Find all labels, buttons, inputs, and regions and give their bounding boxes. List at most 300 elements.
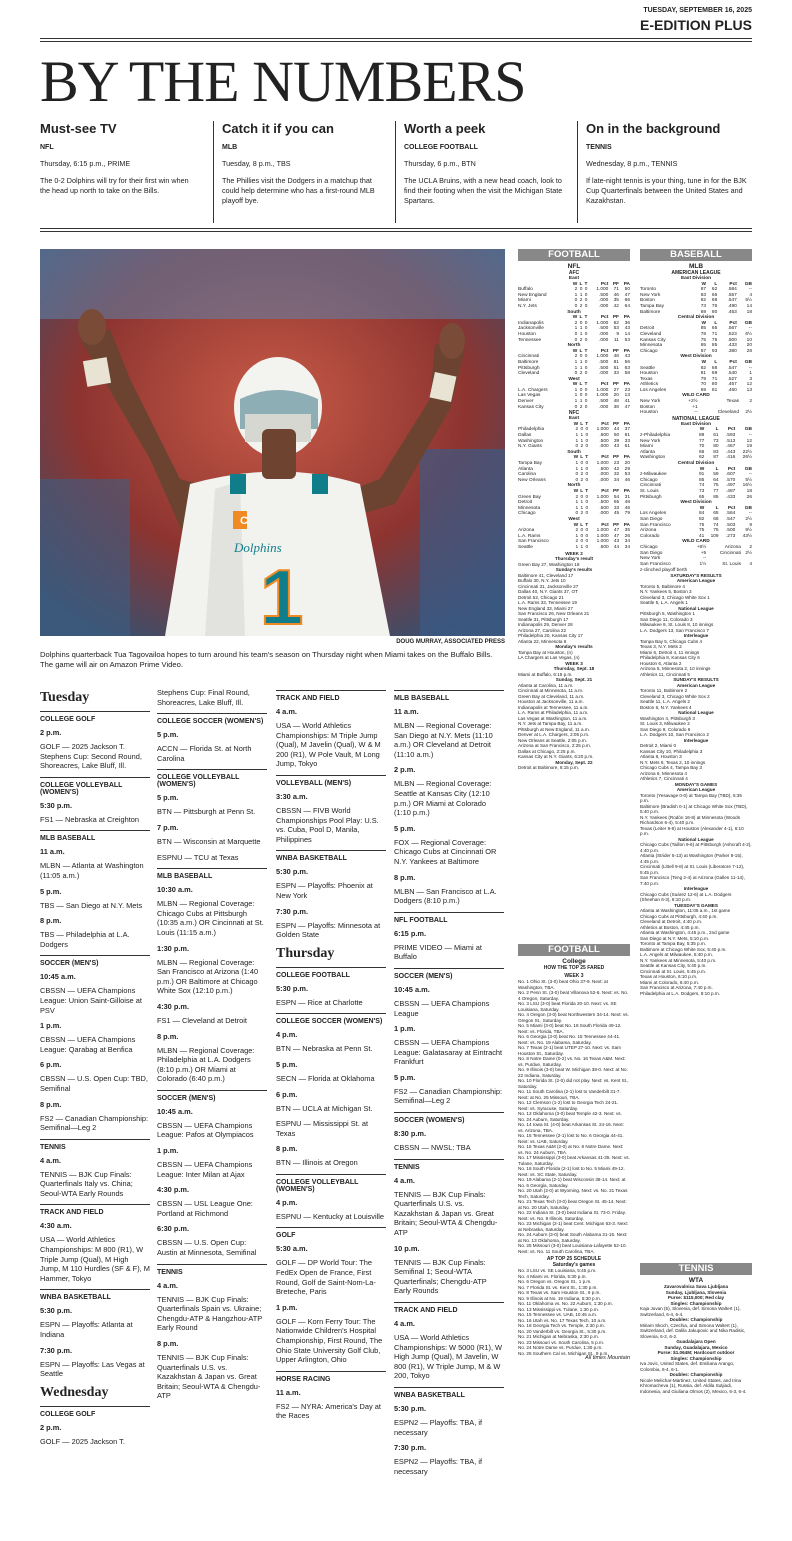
- team-name: N.Y. Jets: [518, 303, 537, 309]
- teaser-heading: On in the background: [586, 121, 721, 136]
- listing-entry: CBSSN — UEFA Champions League: Galatasaray at Eintracht Frankfurt: [394, 1038, 503, 1067]
- stat-cell: 6½: [745, 331, 752, 337]
- stat-cell: 82: [700, 298, 707, 304]
- stat-cell: 0: [584, 404, 588, 410]
- sport-heading: SOCCER (WOMEN'S): [394, 1112, 504, 1124]
- stat-cell: .500: [598, 326, 609, 332]
- stat-cell: 2: [580, 472, 584, 478]
- stat-cell: 1.000: [596, 461, 609, 466]
- stat-cell: 74: [698, 483, 705, 489]
- column-header: GB: [744, 359, 752, 365]
- column-header: Pct: [601, 522, 609, 528]
- stat-cell: 61: [713, 433, 719, 439]
- sport-heading: VOLLEYBALL (MEN'S): [276, 775, 386, 787]
- result-line: Kaja Juvan (5), Slovenia, def. Simona Waltert (1), Switzerland, 6-4, 6-4.: [640, 1306, 741, 1317]
- stat-cell: 41: [698, 533, 705, 539]
- result-line: No. 12 Clemson (1-2) lost to Georgia Tech 24-21. Next: vs. Syracuse, Saturday.: [518, 1100, 619, 1111]
- listing-entry: ESPN — Playoffs: Minnesota at Golden State: [276, 920, 381, 940]
- tv-listings-column: [40, 688, 150, 1452]
- stat-cell: 83: [713, 449, 719, 455]
- column-header: L: [580, 455, 584, 461]
- stat-cell: 2: [575, 494, 579, 500]
- team-name: Atlanta: [640, 449, 655, 455]
- result-line: No. 10 Florida St. (2-0) did not play. Next: vs. Kent St., Saturday.: [518, 1078, 629, 1089]
- column-header: W: [701, 281, 707, 287]
- result-line: Indianapolis at Tennessee, 11 a.m.: [518, 704, 589, 710]
- listing-time: 5 p.m.: [394, 1072, 416, 1082]
- column-header: W: [572, 348, 578, 354]
- division-name: East Division: [680, 276, 712, 281]
- stat-cell: 42: [613, 466, 620, 472]
- column-header: GB: [744, 320, 752, 326]
- team-name: Chicago: [640, 348, 658, 354]
- stat-cell: 54: [613, 494, 620, 500]
- result-line: Toronto at Tampa Bay, 5:35 p.m.: [640, 941, 706, 947]
- result-line: Miami 6, Detroit 4, 11 innings: [640, 649, 700, 655]
- stat-cell: 1.000: [596, 494, 609, 500]
- team-name: Philadelphia: [518, 427, 545, 433]
- stat-cell: 3: [749, 376, 752, 382]
- result-heading: Sunday, Sept. 21: [555, 677, 593, 682]
- stat-cell: 14: [624, 331, 630, 337]
- listing-entry: GOLF — DP World Tour: The FedEx Open de France, First Round, Golf de Saint-Nom-La-Breteche, Paris: [276, 1258, 376, 1297]
- listing-entry: CBSSN — UEFA Champions League: Inter Milan at Ajax: [157, 1160, 253, 1179]
- column-header: T: [584, 348, 588, 354]
- result-line: Washington 4, Pittsburgh 3: [640, 715, 695, 721]
- stat-cell: 79: [624, 511, 630, 517]
- listing-entry: MLBN — Regional Coverage: Chicago Cubs at Pittsburgh (10:35 a.m.) OR Cincinnati at St. Louis (11:15 a.m.): [157, 899, 264, 937]
- stat-cell: .547: [725, 516, 736, 522]
- team-name: Washington: [518, 438, 544, 444]
- column-header: L: [715, 427, 719, 433]
- team-name: Arizona: [518, 528, 535, 534]
- result-line: Cleveland 3, Chicago White Sox 2: [640, 693, 710, 699]
- column-header: PF: [613, 455, 620, 461]
- result-line: Dallas at Chicago, 2:25 p.m.: [518, 748, 576, 754]
- result-line: No. 3 LSU (3-0) beat Florida 20-10. Next: vs. SE Louisiana, Saturday.: [518, 1001, 617, 1012]
- stat-cell: 1: [580, 466, 584, 472]
- team-name: Kansas City: [518, 404, 544, 410]
- stat-cell: 39: [613, 438, 620, 444]
- stat-cell: 0: [584, 399, 588, 405]
- stat-cell: 0: [580, 461, 584, 466]
- result-heading: Monday, Sept. 22: [555, 759, 593, 765]
- wildcard-cell: --: [703, 556, 707, 562]
- result-line: Chicago Cubs (Taillon 9-6) at Pittsburgh (Ashcraft 4-2), 4:40 p.m.: [640, 842, 752, 853]
- team-name: Kansas City: [640, 337, 666, 343]
- stat-cell: 14: [746, 303, 752, 309]
- result-line: No. 16 Utah vs. No. 17 Texas Tech, 10 a.m.: [518, 1317, 607, 1323]
- result-line: Toronto (Yesavage 0-0) at Tampa Bay (TBD), 5:35 p.m.: [640, 792, 742, 804]
- listing-entry: GOLF — Korn Ferry Tour: The Nationwide Children's Hospital Championship, First Round, The Ohio State University Golf Club, Upper Arlington, Ohio: [276, 1316, 383, 1365]
- wildcard-cell: 2½: [745, 550, 752, 556]
- listing-entry: CBSSN — UEFA Champions League: [394, 998, 490, 1018]
- teaser-worth-a-peek: [404, 121, 569, 206]
- college-sub: HOW THE TOP 25 FARED: [543, 965, 605, 971]
- result-line: New Orleans at Seattle, 2:05 p.m.: [518, 737, 587, 743]
- stat-cell: 89: [698, 433, 705, 439]
- result-line: No. 23 Michigan (2-1) beat Cent. Michigan 63-3. Next: at Nebraska, Saturday.: [518, 1221, 629, 1232]
- stat-cell: 0: [579, 393, 583, 399]
- column-header: W: [699, 427, 705, 433]
- stat-cell: 109: [710, 533, 719, 539]
- divider: [395, 121, 396, 223]
- stat-cell: 81: [711, 387, 718, 393]
- result-line: No. 20 Vanderbilt vs. Georgia St., 5:30 p.m.: [518, 1328, 607, 1334]
- result-line: Chicago Cubs 4, Tampa Bay 3: [640, 765, 702, 771]
- result-line: N.Y. Yankees 5, Boston 3: [640, 589, 692, 595]
- column-header: Pct: [600, 281, 609, 287]
- team-name: Cincinnati: [640, 483, 662, 489]
- listing-time: 1 p.m.: [157, 1146, 179, 1156]
- result-line: Cincinnati at Minnesota, 11 a.m.: [518, 688, 584, 693]
- listing-time: 10:45 a.m.: [394, 984, 430, 994]
- column-header: L: [579, 315, 583, 321]
- photo-caption: Dolphins quarterback Tua Tagovailoa hopes to turn around his team's season on Thursday night when Miami takes on the Buffalo Bills. The game will air on Amazon Prime Video.: [40, 650, 493, 669]
- column-header: PA: [623, 455, 630, 461]
- result-line: No. 2 Penn St. (3-0) beat Villanova 52-6. Next: vs. No. 4 Oregon, Saturday.: [518, 990, 629, 1001]
- stat-cell: 66: [698, 449, 705, 455]
- listing-entry: TBS — Philadelphia at L.A. Dodgers: [40, 930, 130, 949]
- column-header: W: [572, 382, 578, 388]
- stat-cell: .500: [727, 337, 737, 343]
- column-header: L: [580, 488, 584, 494]
- result-heading: National League: [678, 605, 714, 611]
- result-line: Cincinnati 31, Jacksonville 27: [518, 583, 579, 589]
- stat-cell: 43: [624, 354, 630, 360]
- sport-heading: COLLEGE GOLF: [40, 711, 150, 723]
- sport-heading: WNBA BASKETBALL: [40, 1289, 150, 1301]
- stat-cell: 2: [575, 528, 579, 534]
- stat-cell: 0: [575, 472, 579, 478]
- listing-time: 5:30 p.m.: [276, 867, 309, 877]
- result-line: N.Y. Yankees (Rodón 16-8) at Minnesota (Woods Richardson 6-4), 5:40 p.m.: [640, 814, 741, 826]
- stat-cell: 0: [575, 444, 579, 450]
- result-line: L.A. Angels at Milwaukee, 5:40 p.m.: [640, 952, 714, 958]
- column-header: PF: [613, 421, 620, 427]
- column-header: PF: [612, 315, 619, 321]
- stat-cell: 16½: [742, 483, 752, 489]
- result-line: Green Bay at Cleveland, 11 a.m.: [518, 693, 585, 699]
- stat-cell: 81: [700, 371, 707, 377]
- listing-time: 4 p.m.: [276, 1030, 298, 1040]
- listing-entry: TENNIS — BJK Cup Finals: Quarterfinals Spain vs. Ukraine; Chengdu-ATP & Hangzhou-ATP Early Round: [157, 1294, 263, 1333]
- college-title: College: [562, 958, 586, 965]
- teaser-row: [40, 121, 752, 223]
- photo-credit: DOUG MURRAY, ASSOCIATED PRESS: [396, 639, 505, 645]
- team-name: Seattle: [640, 365, 655, 371]
- listing-entry: GOLF — 2025 Jackson T. Stephens Cup: Second Round, Shoreacres, Lake Bluff, Ill.: [40, 742, 142, 771]
- listing-entry: TENNIS — BJK Cup Finals: Quarterfinals Italy vs. China; Seoul-WTA Early Rounds: [40, 1169, 133, 1198]
- stat-cell: 70: [698, 444, 705, 450]
- result-line: San Francisco at Arizona, 7:40 p.m.: [640, 985, 713, 991]
- division-name: Central Division: [677, 461, 715, 466]
- sport-heading: SOCCER (MEN'S): [157, 1090, 267, 1102]
- team-name: Detroit: [518, 500, 533, 506]
- result-line: Philadelphia 8, Kansas City 6: [640, 655, 700, 661]
- team-name: Tampa Bay: [640, 303, 664, 309]
- sport-heading: SOCCER (MEN'S): [394, 968, 504, 980]
- team-name: Texas: [640, 376, 653, 382]
- division-name: South: [567, 449, 581, 455]
- team-name: Baltimore: [518, 359, 539, 365]
- result-line: Miriam Skoch, Czechia, and Simona Waltert (1), Switzerland, def. Dalila Jakupovic and Nika Radisic, Slovenia, 6-2, 6-2.: [640, 1322, 746, 1339]
- listing-time: 8 p.m.: [394, 872, 416, 882]
- result-line: Boston 6, N.Y. Yankees 4: [640, 704, 692, 710]
- listing-entry: BTN — UCLA at Michigan St.: [276, 1103, 373, 1113]
- stat-cell: 29: [624, 466, 630, 472]
- result-line: Texas (Leiter 9-8) at Houston (Alexander 4-1), 6:10 p.m.: [640, 825, 744, 837]
- result-heading: WEEK 3: [565, 660, 583, 666]
- stat-cell: 65: [713, 511, 719, 517]
- stat-cell: .000: [599, 511, 609, 517]
- listing-entry: BTN — Illinois at Oregon: [276, 1158, 358, 1168]
- stat-cell: 27: [613, 387, 619, 393]
- team-name: Cincinnati: [518, 354, 540, 360]
- listing-time: 8 p.m.: [40, 916, 62, 926]
- stat-cell: 71: [711, 376, 718, 382]
- stat-cell: .433: [725, 494, 736, 500]
- teaser-must-see-tv: [40, 121, 198, 196]
- listing-time: 10:30 a.m.: [157, 885, 193, 895]
- result-heading: TUESDAY'S GAMES: [674, 902, 718, 908]
- team-name: Tennessee: [518, 337, 542, 343]
- tv-listings-column: [276, 688, 386, 1427]
- result-line: Green Bay 27, Washington 18: [518, 561, 580, 567]
- team-name: Indianapolis: [518, 320, 544, 326]
- stat-cell: 80: [713, 444, 719, 450]
- stat-cell: 0: [585, 511, 589, 517]
- stat-cell: 18: [746, 309, 752, 315]
- column-header: W: [699, 466, 705, 472]
- nfc-standings: [518, 416, 630, 550]
- stat-cell: 62: [613, 320, 619, 326]
- teaser-background: [586, 121, 752, 206]
- stat-cell: 0: [585, 494, 589, 500]
- team-name: Las Vegas: [518, 393, 541, 399]
- stat-cell: 1: [575, 505, 579, 511]
- column-header: T: [584, 315, 588, 321]
- stat-cell: 2: [580, 477, 584, 483]
- college-results: [518, 979, 630, 1254]
- result-line: No. 18 South Florida (2-1) lost to No. 5 Miami 49-12. Next: vs. SC State, Saturday.: [518, 1166, 625, 1177]
- listing-time: 8 p.m.: [40, 1099, 62, 1109]
- listing-time: 2 p.m.: [40, 728, 62, 737]
- result-line: No. 22 Indiana St. (3-0) beat Indiana St. 73-0. Friday. Next: vs. No. 9 Illinois, Saturday.: [518, 1210, 626, 1221]
- listing-time: 7:30 p.m.: [394, 1443, 427, 1453]
- result-heading: Thursday, Sept. 18: [553, 666, 595, 671]
- stat-cell: 1: [575, 461, 579, 466]
- wta-title: WTA: [688, 1277, 704, 1284]
- listing-time: 10 p.m.: [394, 1243, 420, 1253]
- stat-cell: 1.000: [596, 387, 609, 393]
- result-line: No. 9 Illinois (3-0) beat W. Michigan 38-0. Next: at No. 22 Indiana, Saturday.: [518, 1067, 628, 1078]
- result-line: No. 13 Mississippi vs. Tulane, 1:30 p.m.: [518, 1306, 599, 1312]
- result-line: Arizona 27, Carolina 22: [518, 627, 567, 633]
- sport-heading: WNBA BASKETBALL: [276, 850, 386, 862]
- jersey-wordmark: Dolphins: [234, 540, 282, 555]
- result-line: N.Y. Yankees at Minnesota, 5:40 p.m.: [640, 957, 717, 963]
- listing-entry: MLBN — Atlanta at Washington (11:05 a.m.): [40, 861, 144, 880]
- result-line: Tampa Bay 5, Chicago Cubs 4: [640, 638, 703, 644]
- team-name: Miami: [518, 298, 531, 304]
- wildcard-row: [640, 545, 752, 551]
- result-heading: WEEK 2: [565, 550, 583, 556]
- team-name: Athletics: [640, 382, 659, 388]
- column-header: L: [580, 421, 584, 427]
- wildcard-cell: 2: [749, 399, 752, 405]
- stat-cell: 2: [580, 444, 584, 450]
- stat-cell: 1: [580, 500, 584, 506]
- result-line: Detroit at Baltimore, 6:15 p.m.: [518, 765, 580, 770]
- column-header: L: [715, 466, 719, 472]
- stat-cell: 0: [584, 387, 588, 393]
- wildcard-cell: +1: [692, 404, 698, 410]
- result-line: Atlanta at Washington, 4:45 p.m., 2nd game: [640, 930, 730, 936]
- stat-cell: 73: [700, 303, 707, 309]
- listing-time: 4 a.m.: [157, 1280, 178, 1290]
- listing-time: 5:30 p.m.: [40, 800, 73, 810]
- listing-entry: FS1 — Cleveland at Detroit: [157, 1015, 247, 1025]
- stat-cell: 53: [624, 337, 630, 343]
- result-heading: Sunday's results: [555, 567, 593, 572]
- stat-cell: 62: [698, 455, 705, 461]
- division-name: East: [568, 416, 580, 422]
- stat-cell: 61: [624, 444, 630, 450]
- stat-cell: 48: [613, 354, 619, 360]
- stat-cell: 85: [713, 494, 719, 500]
- listing-entry: TENNIS — BJK Cup Finals: Quarterfinals U.S. vs. Kazakhstan & Japan vs. Great Britain; Seoul-WTA & Chengdu-ATP: [394, 1189, 498, 1238]
- stat-cell: 82: [700, 365, 707, 371]
- sport-heading: COLLEGE VOLLEYBALL (WOMEN'S): [276, 1174, 386, 1193]
- sport-heading: WNBA BASKETBALL: [394, 1387, 504, 1399]
- ap-title: AP TOP 25 SCHEDULE: [546, 1256, 602, 1262]
- result-line: No. 20 Utah (2-0) at Wyoming. Next: vs. No. 21 Texas Tech, Saturday.: [518, 1188, 628, 1199]
- result-line: No. 21 Texas Tech (3-0) beat Oregon St. 45-14. Next: at No. 20 Utah, Saturday.: [518, 1199, 627, 1210]
- listing-time: 6:15 p.m.: [394, 928, 427, 938]
- baseball-header: BASEBALL: [640, 249, 752, 261]
- listing-entry: SECN — Florida at Oklahoma: [276, 1073, 375, 1083]
- stat-cell: .487: [725, 488, 736, 494]
- sport-heading: TRACK AND FIELD: [276, 690, 386, 702]
- team-name: Houston: [518, 331, 536, 337]
- team-name: Dallas: [518, 433, 532, 439]
- stat-cell: 12: [746, 382, 752, 388]
- stat-cell: 0: [575, 511, 579, 517]
- stat-cell: 53: [624, 472, 630, 478]
- stat-cell: .000: [598, 331, 609, 337]
- stat-cell: 9: [749, 522, 752, 528]
- column-header: T: [585, 421, 589, 427]
- listing-time: 1 p.m.: [394, 1024, 416, 1034]
- team-name: New York: [640, 438, 661, 444]
- column-header: L: [715, 505, 719, 511]
- teaser-heading: Must-see TV: [40, 121, 117, 136]
- wildcard-table: [640, 393, 752, 415]
- stat-cell: 31: [624, 494, 630, 500]
- listing-entry: BTN — Nebraska at Penn St.: [276, 1044, 373, 1054]
- wildcard-cell: Texas: [726, 399, 740, 405]
- teaser-time: Thursday, 6:15 p.m., PRIME: [40, 159, 131, 168]
- stat-cell: 34: [624, 539, 630, 545]
- stat-cell: 0: [580, 539, 584, 545]
- result-line: Iva Jovic, United States, def. Emiliana Arango, Colombia, 6-4, 6-1.: [640, 1361, 735, 1372]
- team-name: Pittsburgh: [518, 365, 540, 371]
- listing-entry: MLBN — Regional Coverage: Philadelphia at L.A. Dodgers (8:10 p.m.) OR Miami at Colorado (6:40 p.m.): [157, 1045, 255, 1084]
- division-name: East Division: [680, 421, 712, 427]
- sport-heading: MLB BASEBALL: [394, 690, 504, 702]
- result-line: Arizona 6, Minnesota 4: [640, 770, 687, 776]
- listing-entry: ESPNU — Kentucky at Louisville: [276, 1211, 385, 1221]
- stat-cell: 0: [575, 477, 579, 483]
- result-heading: American League: [676, 682, 716, 688]
- stat-cell: 35: [624, 528, 630, 534]
- result-heading: SATURDAY'S RESULTS: [670, 572, 722, 578]
- stat-cell: 47: [624, 404, 630, 410]
- sport-heading: COLLEGE SOCCER (WOMEN'S): [276, 1013, 386, 1025]
- listing-entry: FS2 — NYRA: America's Day at the Races: [276, 1401, 381, 1421]
- stat-cell: 1: [575, 500, 579, 506]
- stat-cell: 0: [574, 331, 578, 337]
- column-header: Pct: [600, 348, 609, 354]
- listing-time: 6 p.m.: [40, 1060, 62, 1070]
- result-line: Denver at L.A. Chargers, 2:05 p.m.: [518, 732, 590, 737]
- mlb-title: MLB: [688, 263, 704, 270]
- stat-cell: 1: [579, 326, 583, 332]
- teaser-body: If late-night tennis is your thing, tune in for the BJK Cup Quarterfinals between the United States and Kazakhstan.: [586, 176, 747, 205]
- stat-cell: 1.000: [596, 539, 609, 545]
- result-line: L.A. Dodgers 13, San Francisco 7: [640, 627, 709, 633]
- stat-cell: 1: [574, 326, 578, 332]
- tv-listings-column: [157, 688, 267, 1407]
- stat-cell: 0: [585, 533, 589, 539]
- stat-cell: .460: [727, 387, 737, 393]
- stat-cell: 0: [584, 303, 588, 309]
- stat-cell: 5½: [745, 477, 752, 483]
- listing-time: 5 p.m.: [40, 886, 62, 896]
- sport-heading: COLLEGE VOLLEYBALL (WOMEN'S): [40, 777, 150, 796]
- stat-cell: 18: [746, 488, 752, 494]
- sport-heading: COLLEGE SOCCER (WOMEN'S): [157, 713, 267, 725]
- stat-cell: 0: [585, 477, 589, 483]
- result-heading: SUNDAY'S RESULTS: [673, 677, 719, 683]
- result-line: Atlanta 8, Houston 3: [640, 754, 682, 760]
- team-name: Baltimore: [640, 309, 661, 315]
- stat-cell: 66: [624, 298, 630, 304]
- team-name: z-Milwaukee: [640, 472, 667, 478]
- result-line: Cleveland 3, Chicago White Sox 1: [640, 594, 710, 600]
- column-header: GB: [744, 466, 752, 472]
- wildcard-cell: +8½: [696, 544, 707, 550]
- result-line: Texas 3, N.Y. Mets 2: [640, 644, 682, 650]
- listing-time: 4 p.m.: [276, 1197, 298, 1207]
- teaser-heading: Worth a peek: [404, 121, 486, 136]
- stat-cell: 0: [585, 505, 589, 511]
- stat-cell: 35: [613, 298, 619, 304]
- result-line: Chicago Cubs (Suárez 12-6) at L.A. Dodgers (Sheehan 6-3), 8:10 p.m.: [640, 891, 732, 903]
- wildcard-cell: Cincinnati: [719, 550, 741, 556]
- result-line: No. 1 Ohio St. (3-0) beat Ohio 37-9. Next: at Washington, TBA.: [518, 979, 608, 990]
- stat-cell: 2: [579, 298, 583, 304]
- stat-cell: 11: [614, 337, 619, 343]
- wildcard-cell: St. Louis: [722, 561, 741, 567]
- column-header: GB: [744, 427, 752, 433]
- wildcard-row: [640, 399, 752, 405]
- team-name: San Diego: [640, 516, 663, 522]
- wildcard-cell: New York: [640, 399, 661, 405]
- wildcard-title: WILD CARD: [682, 393, 710, 399]
- stat-cell: 0: [574, 404, 578, 410]
